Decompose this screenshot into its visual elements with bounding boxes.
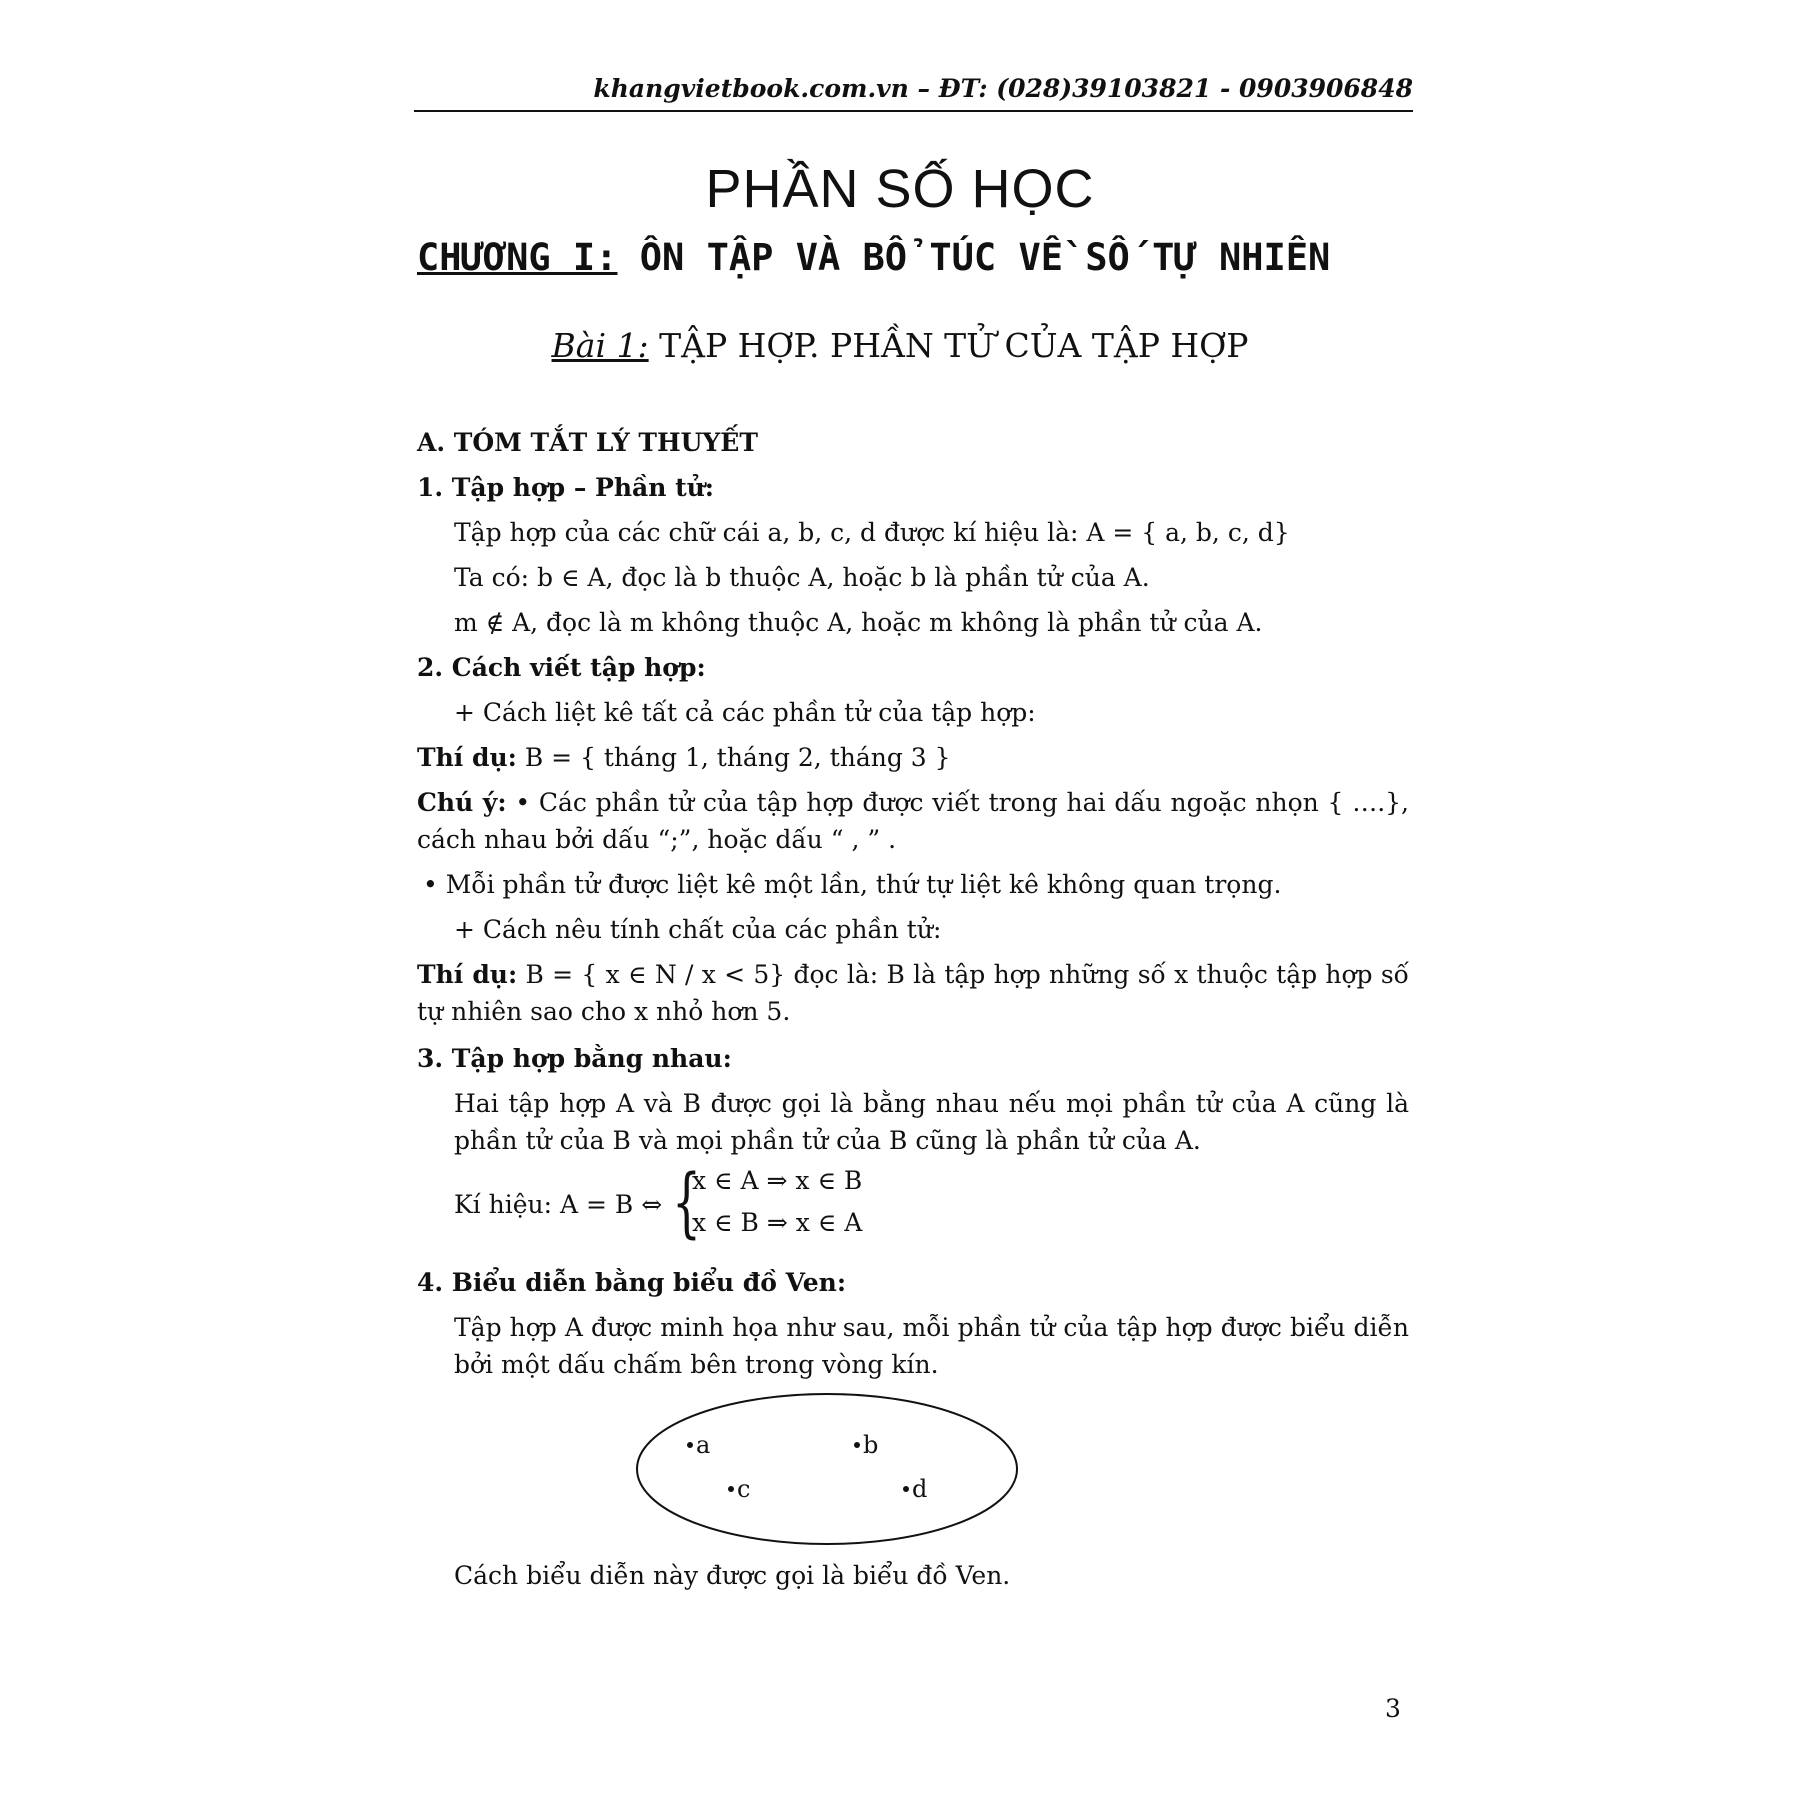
s1-line2: Ta có: b ∈ A, đọc là b thuộc A, hoặc b là phần tử của A. bbox=[454, 563, 1150, 592]
page-number: 3 bbox=[1385, 1694, 1401, 1723]
s2-bullet2: • Mỗi phần tử được liệt kê một lần, thứ tự liệt kê không quan trọng. bbox=[423, 870, 1282, 899]
venn-dot-d bbox=[903, 1486, 909, 1492]
venn-dot-a bbox=[687, 1442, 693, 1448]
venn-label-b: b bbox=[863, 1431, 879, 1459]
example1-text: B = { tháng 1, tháng 2, tháng 3 } bbox=[516, 743, 951, 772]
venn-dot-c bbox=[728, 1486, 734, 1492]
venn-label-d: d bbox=[912, 1475, 928, 1503]
note-label: Chú ý: bbox=[417, 788, 507, 817]
s1-heading: 1. Tập hợp – Phần tử: bbox=[417, 473, 715, 502]
s2-list-method: + Cách liệt kê tất cả các phần tử của tập hợp: bbox=[454, 698, 1036, 727]
s1-line3: m ∉ A, đọc là m không thuộc A, hoặc m không là phần tử của A. bbox=[454, 608, 1263, 637]
part-title: PHẦN SỐ HỌC bbox=[705, 159, 1095, 219]
left-brace: { bbox=[672, 1157, 702, 1246]
venn-ellipse bbox=[637, 1394, 1017, 1544]
s2-heading: 2. Cách viết tập hợp: bbox=[417, 653, 706, 682]
lesson-label: Bài 1: bbox=[551, 326, 649, 365]
chapter-label: CHƯƠNG I: bbox=[417, 236, 618, 279]
section-a-heading: A. TÓM TẮT LÝ THUYẾT bbox=[417, 428, 758, 457]
s3-notation-label: Kí hiệu: A = B ⇔ bbox=[454, 1190, 663, 1219]
lesson-title: TẬP HỢP. PHẦN TỬ CỦA TẬP HỢP bbox=[659, 326, 1249, 365]
example1-label: Thí dụ: bbox=[417, 743, 517, 772]
page-header: khangvietbook.com.vn – ĐT: (028)39103821 - 0903906848 bbox=[593, 74, 1413, 103]
note-text: • Các phần tử của tập hợp được viết trong hai dấu ngoặc nhọn { ….}, cách nhau bởi dấu “;”, hoặc dấu “ , ” . bbox=[417, 788, 1409, 854]
s4-heading: 4. Biểu diễn bằng biểu đồ Ven: bbox=[417, 1268, 847, 1297]
venn-label-c: c bbox=[737, 1475, 751, 1503]
s2-property-method: + Cách nêu tính chất của các phần tử: bbox=[454, 915, 942, 944]
case-1: x ∈ A ⇒ x ∈ B bbox=[692, 1166, 863, 1195]
s4-caption: Cách biểu diễn này được gọi là biểu đồ Ven. bbox=[454, 1561, 1011, 1590]
s4-text: Tập hợp A được minh họa như sau, mỗi phần tử của tập hợp được biểu diễn bởi một dấu chấm bên trong vòng kín. bbox=[454, 1313, 1409, 1379]
s3-heading: 3. Tập hợp bằng nhau: bbox=[417, 1044, 732, 1073]
venn-label-a: a bbox=[696, 1431, 711, 1459]
s1-line1: Tập hợp của các chữ cái a, b, c, d được kí hiệu là: A = { a, b, c, d} bbox=[454, 518, 1290, 547]
case-2: x ∈ B ⇒ x ∈ A bbox=[692, 1208, 863, 1237]
s3-text: Hai tập hợp A và B được gọi là bằng nhau nếu mọi phần tử của A cũng là phần tử của B và mọi phần tử của B cũng là phần tử của A. bbox=[454, 1089, 1409, 1155]
example2-label: Thí dụ: bbox=[417, 960, 518, 989]
example2-text: B = { x ∈ N / x < 5} đọc là: B là tập hợp những số x thuộc tập hợp số tự nhiên sao cho x nhỏ hơn 5. bbox=[417, 960, 1409, 1026]
venn-dot-b bbox=[854, 1442, 860, 1448]
chapter-title: ÔN TẬP VÀ BỔ TÚC VỀ SỐ TỰ NHIÊN bbox=[639, 236, 1331, 279]
